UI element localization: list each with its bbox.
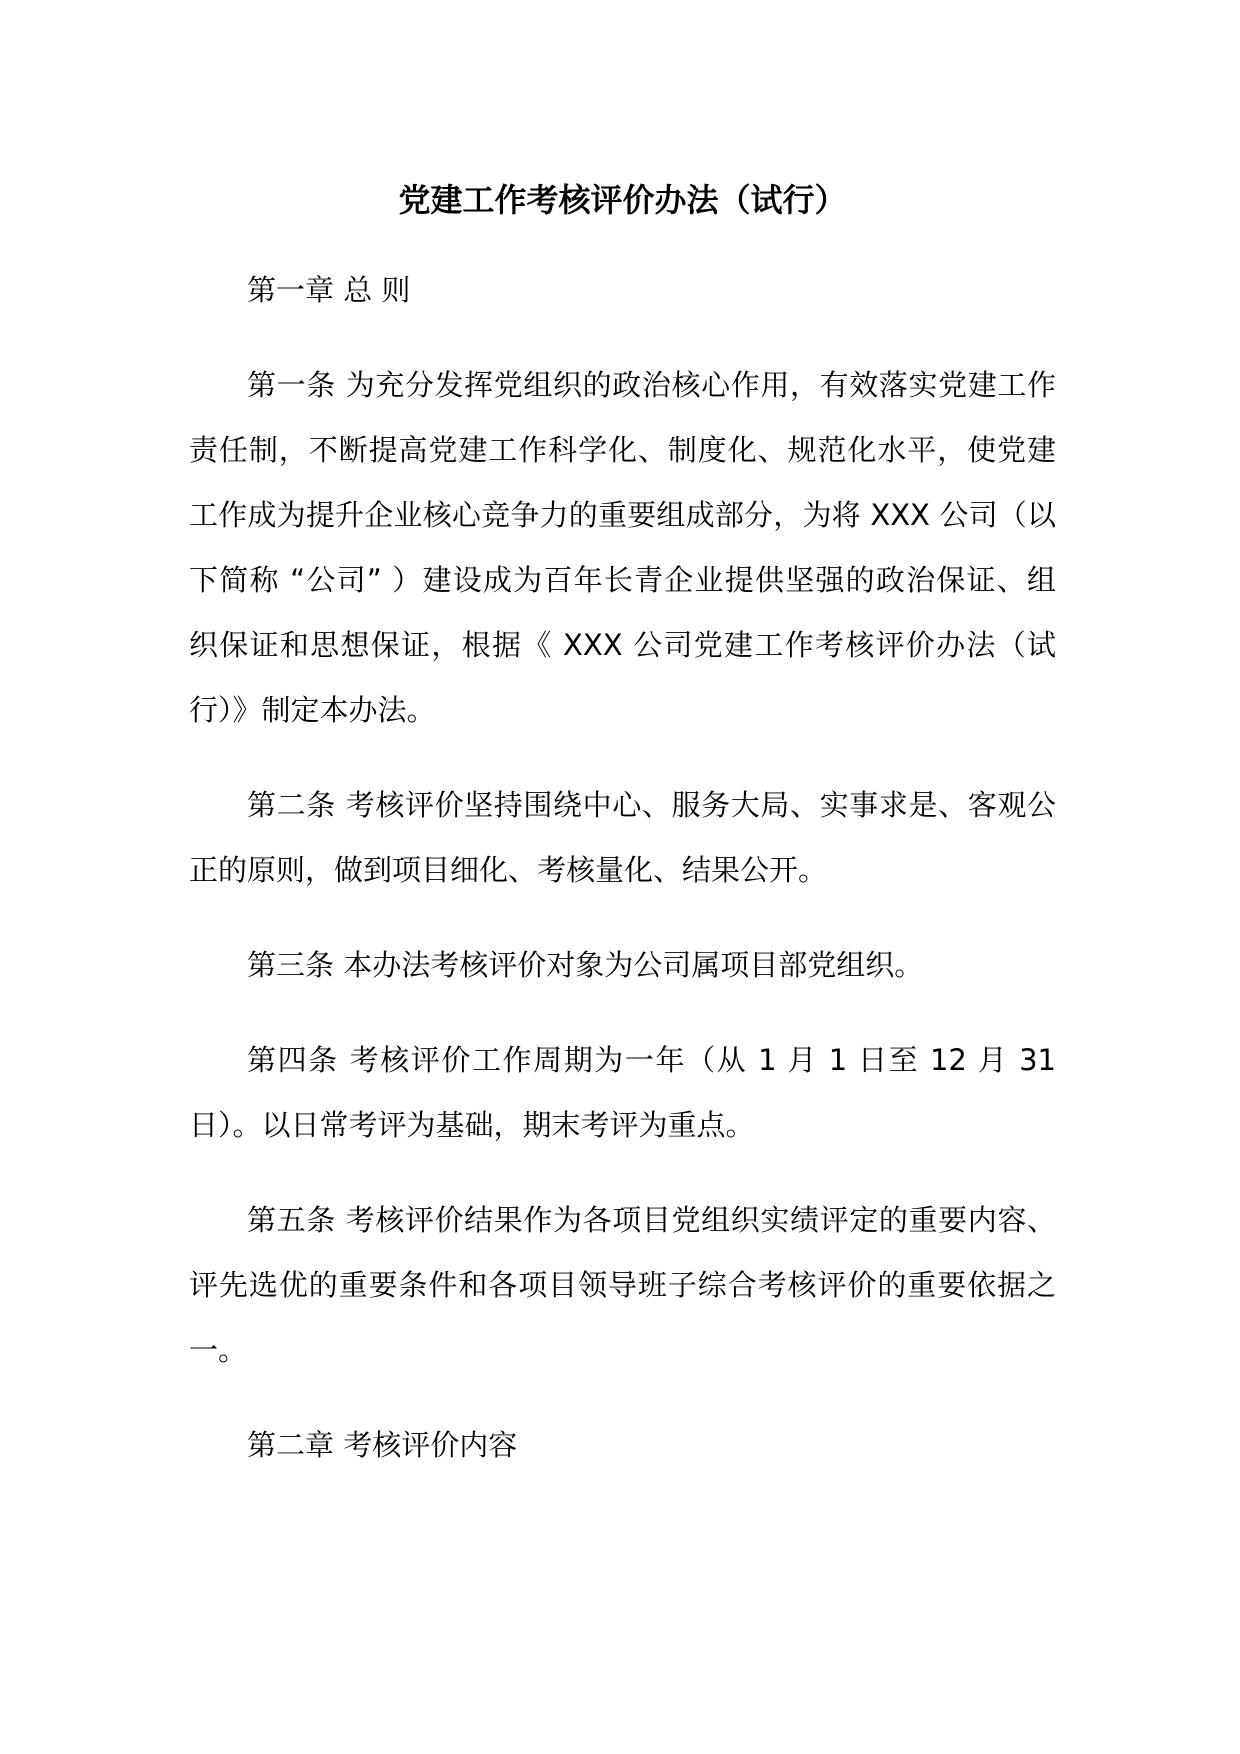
article-line: 责任制，不断提高党建工作科学化、制度化、规范化水平，使党建 (189, 433, 1056, 467)
article-line: 日）。以日常考评为基础，期末考评为重点。 (189, 1108, 755, 1142)
article-line: 第五条 考核评价结果作为各项目党组织实绩评定的重要内容、 (247, 1203, 1056, 1237)
article-line: 第三条 本办法考核评价对象为公司属项目部党组织。 (247, 948, 924, 982)
article-line: 一。 (189, 1333, 248, 1367)
article-line: 评先选优的重要条件和各项目领导班子综合考核评价的重要依据之 (189, 1268, 1056, 1302)
chapter-heading (189, 258, 1056, 323)
article-line: 第一条 为充分发挥党组织的政治核心作用，有效落实党建工作 (247, 368, 1056, 402)
article-line: 第四条 考核评价工作周期为一年（从 1 月 1 日至 12 月 31 (247, 1043, 1056, 1077)
article-line: 正的原则，做到项目细化、考核量化、结果公开。 (189, 853, 828, 887)
article-line: 第二条 考核评价坚持围绕中心、服务大局、实事求是、客观公 (247, 788, 1056, 822)
document-body (189, 168, 1056, 1508)
article-paragraph (189, 353, 1056, 743)
article-paragraph (189, 773, 1056, 903)
chapter-heading (189, 1413, 1056, 1478)
article-paragraph (189, 933, 1056, 998)
chapter-heading-text: 第一章 总 则 (247, 273, 411, 307)
article-line: 织保证和思想保证，根据《 XXX 公司党建工作考核评价办法（试 (189, 628, 1056, 662)
document-title: 党建工作考核评价办法（试行） (398, 181, 847, 219)
article-line: 行）》制定本办法。 (189, 693, 436, 727)
article-line: 工作成为提升企业核心竞争力的重要组成部分，为将 XXX 公司（以 (189, 498, 1056, 532)
article-paragraph (189, 1188, 1056, 1383)
article-line: 下简称 “公司” ）建设成为百年长青企业提供坚强的政治保证、组 (189, 563, 1056, 597)
chapter-heading-text: 第二章 考核评价内容 (247, 1428, 518, 1462)
article-paragraph (189, 1028, 1056, 1158)
